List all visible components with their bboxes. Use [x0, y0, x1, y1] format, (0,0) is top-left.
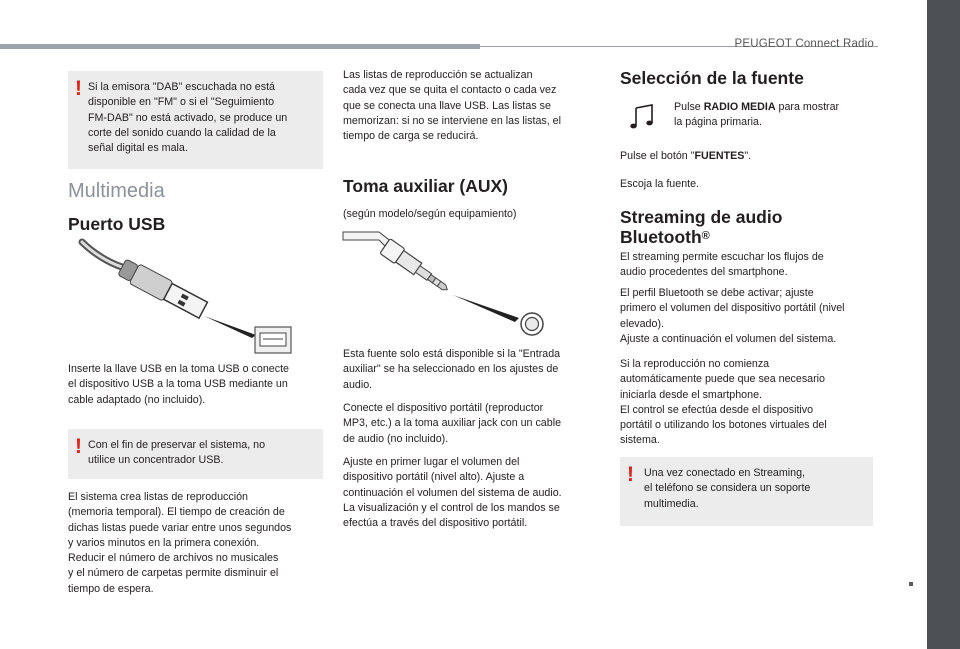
aux-volume: Ajuste en primer lugar el volumen del dispositivo portátil (nivel alto). Ajuste a continuación el volumen del sistema de audio. La visualización y el control de los mandos se efectúa a través del dispositivo portátil.	[343, 456, 562, 530]
exclamation-icon: !	[75, 435, 82, 458]
bt-profile: El perfil Bluetooth se debe activar; ajuste primero el volumen del dispositivo portátil (nivel elevado). Ajuste a continuación el volumen del sistema.	[620, 287, 845, 345]
heading-aux: Toma auxiliar (AUX)	[343, 176, 508, 196]
bt-intro: El streaming permite escuchar los flujos de audio procedentes del smartphone.	[620, 251, 824, 279]
exclamation-icon: !	[75, 77, 82, 100]
warning-box-dab	[68, 71, 323, 169]
heading-usb: Puerto USB	[68, 214, 166, 234]
exclamation-icon: !	[627, 463, 634, 486]
audio-jack-icon	[343, 228, 548, 340]
fuentes-instruction: Pulse el botón "FUENTES".	[620, 150, 752, 162]
header-bar	[0, 44, 480, 49]
heading-source-selection: Selección de la fuente	[620, 68, 804, 88]
music-note-icon	[630, 104, 656, 130]
warning-box-usb-hub	[68, 429, 323, 479]
header-title: PEUGEOT Connect Radio	[734, 38, 874, 50]
usb-instructions: Inserte la llave USB en la toma USB o conecte el dispositivo USB a la toma USB mediante un cable adaptado (no incluido).	[68, 363, 289, 406]
heading-bluetooth-streaming: Streaming de audio Bluetooth®	[620, 207, 783, 247]
aux-availability: Esta fuente solo está disponible si la "Entrada auxiliar" se ha seleccionado en los ajustes de audio.	[343, 348, 561, 391]
page-marker	[909, 582, 913, 586]
page-number: 9	[936, 604, 943, 616]
playlist-info: El sistema crea listas de reproducción (memoria temporal). El tiempo de creación de dichas listas puede variar entre unos segundos y varios minutos en la primera conexión. Reducir el número de archivos no musicales y el número de carpetas permite disminuir el tiempo de espera.	[68, 491, 292, 595]
aux-note: (según modelo/según equipamiento)	[343, 208, 517, 220]
warning-box-streaming	[620, 457, 873, 526]
radio-media-instruction: Pulse RADIO MEDIA para mostrar la página primaria.	[674, 101, 840, 129]
playlist-update: Las listas de reproducción se actualizan cada vez que se quita el contacto o cada vez que se conecta una llave USB. Las listas se memorizan: si no se interviene en las listas, el tiempo de carga se reducirá.	[343, 69, 562, 143]
warning-text-usb-hub: Con el fin de preservar el sistema, no utilice un concentrador USB.	[88, 439, 266, 467]
side-tab	[927, 0, 960, 649]
choose-source: Escoja la fuente.	[620, 178, 700, 190]
bt-playback: Si la reproducción no comienza automáticamente puede que sea necesario iniciarla desde el smartphone. El control se efectúa desde el dispositivo portátil o utilizando los botones virtuales del sistema.	[620, 358, 827, 447]
section-title-multimedia: Multimedia	[68, 180, 165, 202]
warning-text-dab: Si la emisora "DAB" escuchada no está disponible en "FM" o si el "Seguimiento FM-DAB" no está activado, se produce un corte del sonido cuando la calidad de la señal digital es mala.	[88, 81, 288, 155]
usb-plug-icon	[82, 242, 297, 357]
aux-connect: Conecte el dispositivo portátil (reproductor MP3, etc.) a la toma auxiliar jack con un cable de audio (no incluido).	[343, 402, 562, 445]
warning-text-streaming: Una vez conectado en Streaming, el teléfono se considera un soporte multimedia.	[644, 467, 811, 510]
